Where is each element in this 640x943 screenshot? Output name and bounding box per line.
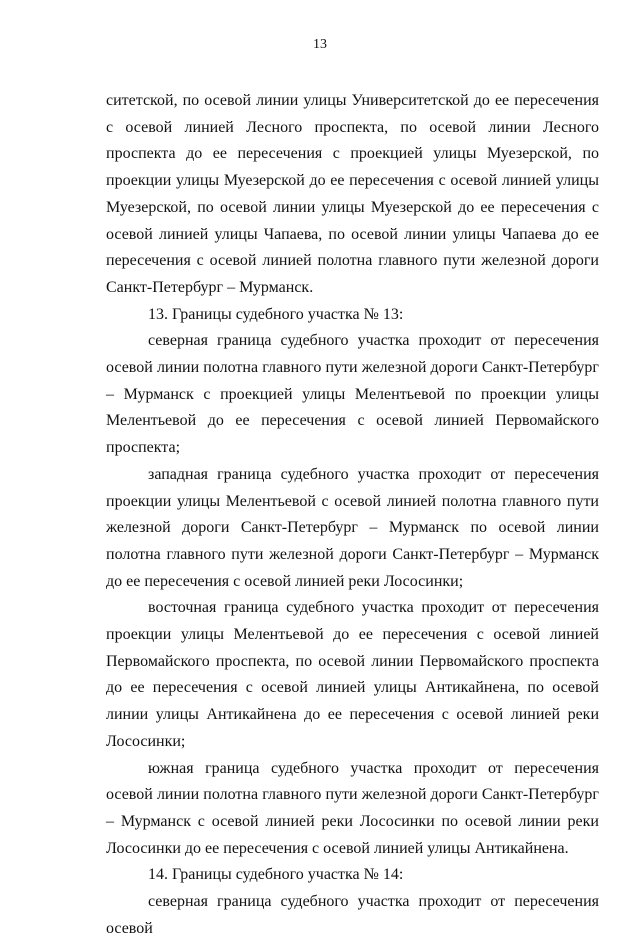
paragraph-north-boundary-14: северная граница судебного участка проходит от пересечения осевой	[106, 893, 599, 937]
section-heading-14: 14. Границы судебного участка № 14:	[148, 866, 404, 884]
section-heading-13: 13. Границы судебного участка № 13:	[148, 305, 404, 323]
document-body	[106, 88, 599, 943]
paragraph-east-boundary-13: восточная граница судебного участка проходит от пересечения проекции улицы Мелентьевой до ее пересечения с осевой линией Первомайского проспекта, по осевой линии Первомайского проспекта до ее пересечения с осевой линией улицы Антикайнена, по осевой линии улицы Антикайнена до ее пересечения с осевой линией реки Лососинки;	[106, 599, 599, 750]
paragraph-south-boundary-13: южная граница судебного участка проходит от пересечения осевой линии полотна главного пути железной дороги Санкт-Петербург – Мурманск с осевой линией реки Лососинки по осевой линии реки Лососинки до ее пересечения с осевой линией улицы Антикайнена.	[106, 759, 599, 857]
page-number: 13	[313, 37, 327, 52]
paragraph-west-boundary-13: западная граница судебного участка проходит от пересечения проекции улицы Мелентьевой с осевой линией полотна главного пути железной дороги Санкт-Петербург – Мурманск по осевой линии полотна главного пути железной дороги Санкт-Петербург – Мурманск до ее пересечения с осевой линией реки Лососинки;	[106, 465, 599, 590]
paragraph-continuation: ситетской, по осевой линии улицы Университетской до ее пересечения с осевой линией Лесного проспекта, по осевой линии Лесного проспекта до ее пересечения с проекцией улицы Муезерской, по проекции улицы Муезерской до ее пересечения с осевой линией улицы Муезерской, по осевой линии улицы Муезерской до ее пересечения с осевой линией улицы Чапаева, по осевой линии улицы Чапаева до ее пересечения с осевой линией полотна главного пути железной дороги Санкт-Петербург – Мурманск.	[106, 92, 599, 296]
paragraph-north-boundary-13: северная граница судебного участка проходит от пересечения осевой линии полотна главного пути железной дороги Санкт-Петербург – Мурманск с проекцией улицы Мелентьевой по проекции улицы Мелентьевой до ее пересечения с осевой линией Первомайского проспекта;	[106, 332, 599, 457]
